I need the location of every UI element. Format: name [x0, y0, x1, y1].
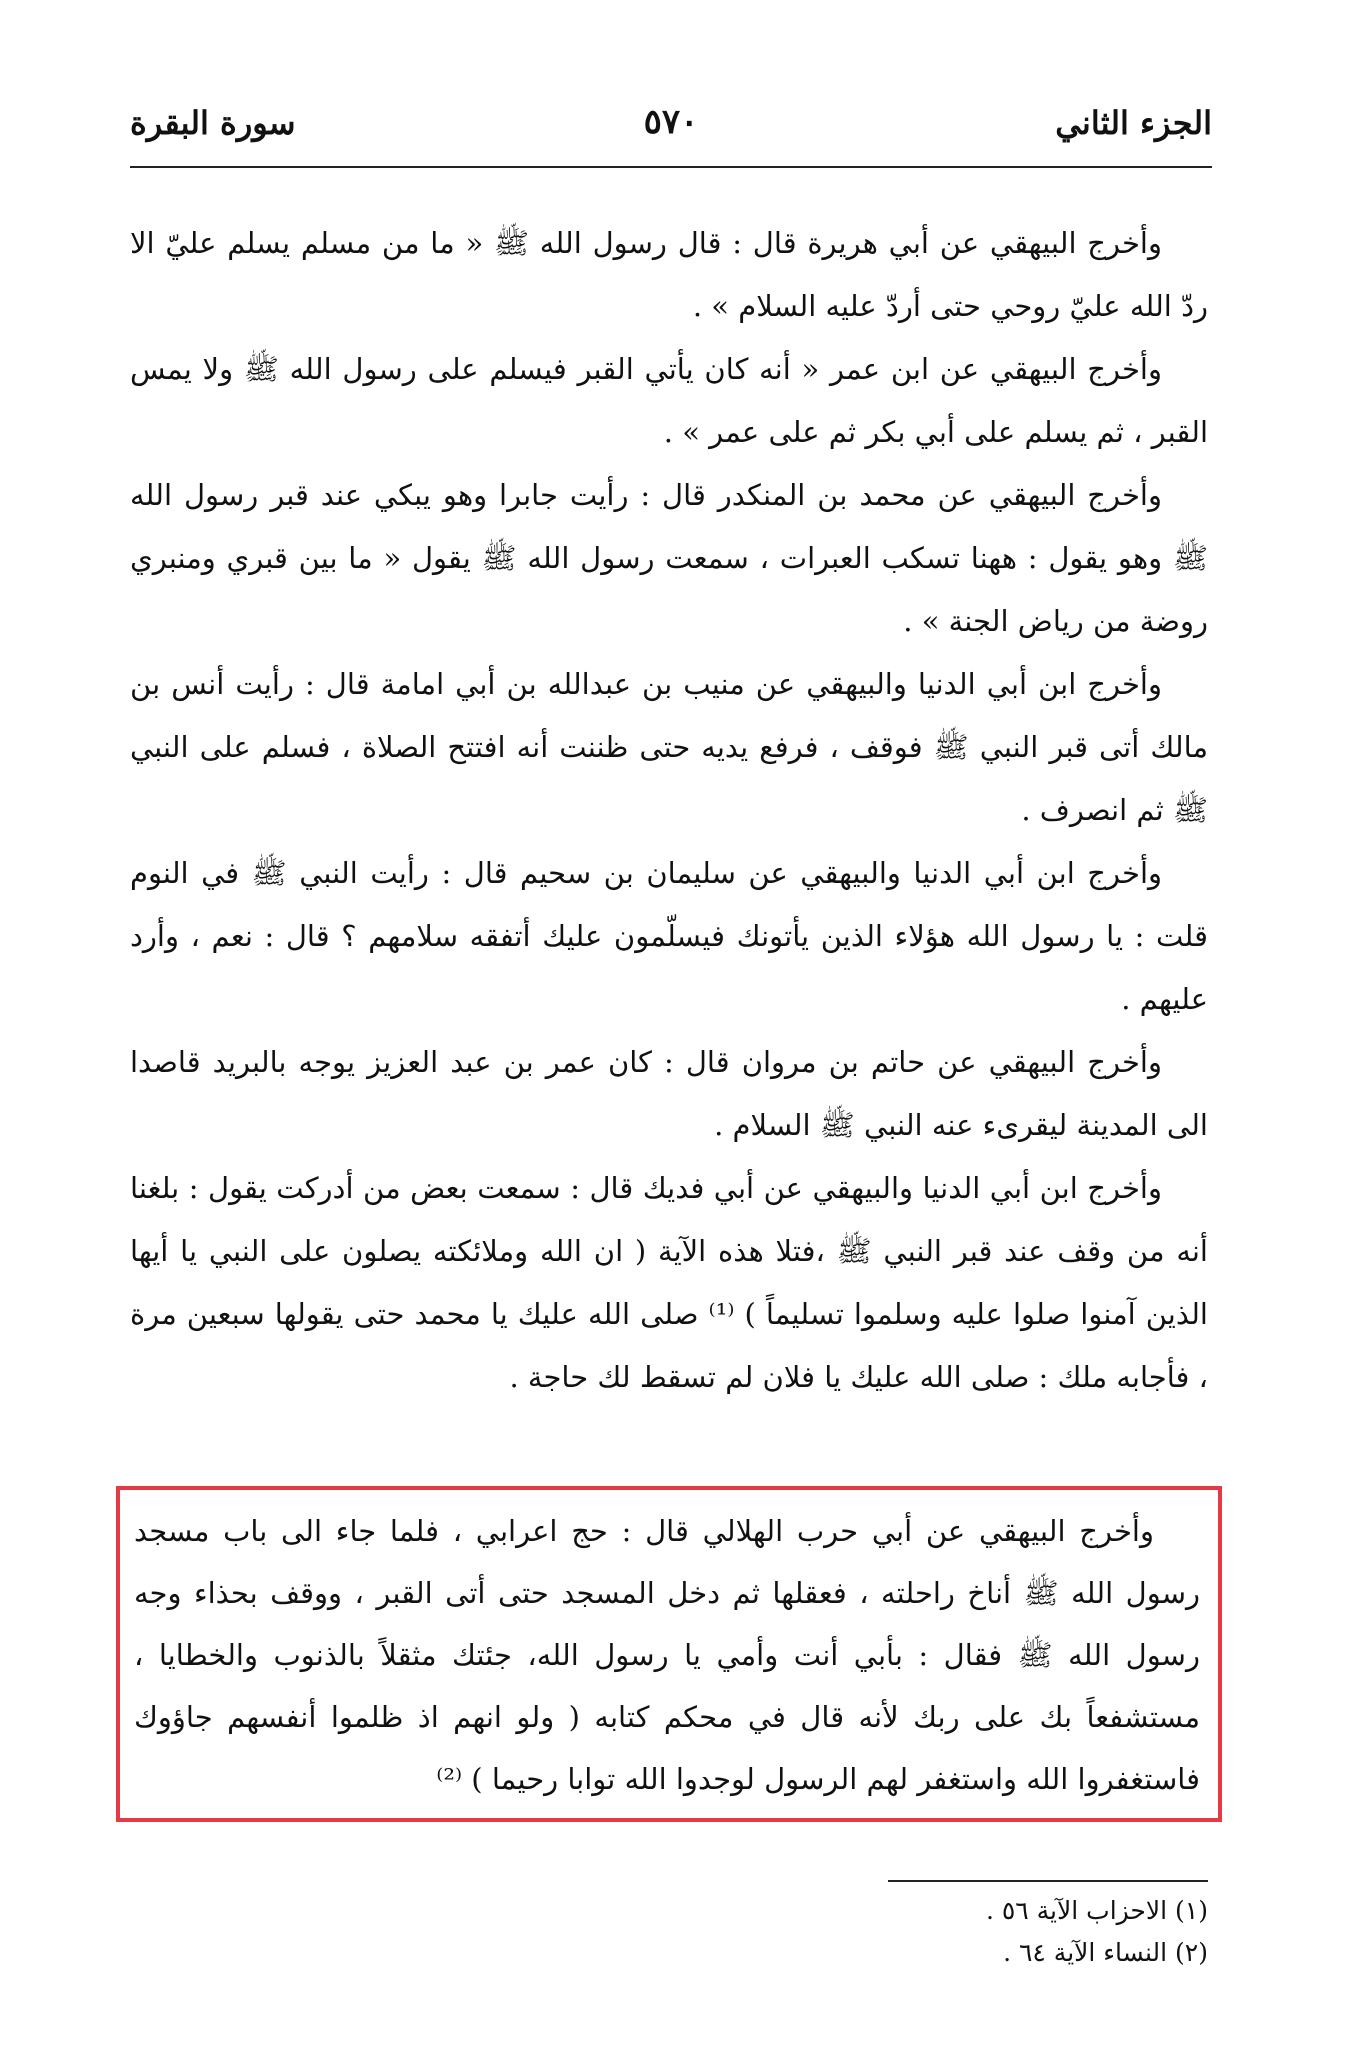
main-text: [130, 212, 1208, 1409]
part-title: الجزء الثاني: [1055, 104, 1212, 142]
highlight-box: [116, 1486, 1222, 1822]
paragraph-5: وأخرج ابن أبي الدنيا والبيهقي عن سليمان بن سحيم قال : رأيت النبي ﷺ في النوم قلت : يا رسول الله هؤلاء الذين يأتونك فيسلّمون عليك أتفقه سلامهم ؟ قال : نعم ، وأرد عليهم .: [130, 856, 1208, 1016]
highlighted-paragraph: وأخرج البيهقي عن أبي حرب الهلالي قال : حج اعرابي ، فلما جاء الى باب مسجد رسول الله ﷺ أناخ راحلته ، فعقلها ثم دخل المسجد حتى أتى القبر ، ووقف بحذاء وجه رسول الله ﷺ فقال : بأبي أنت وأمي يا رسول الله، جئتك مثقلاً بالذنوب والخطايا ، مستشفعاً بك على ربك لأنه قال في محكم كتابه ( ولو انهم اذ ظلموا أنفسهم جاؤوك فاستغفروا الله واستغفر لهم الرسول لوجدوا الله توابا رحيما ) ⁽²⁾: [134, 1514, 1200, 1796]
footnotes: [700, 1890, 1208, 1974]
paragraph-2: وأخرج البيهقي عن ابن عمر « أنه كان يأتي القبر فيسلم على رسول الله ﷺ ولا يمس القبر ، ثم يسلم على أبي بكر ثم على عمر » .: [130, 352, 1208, 449]
paragraph-3: وأخرج البيهقي عن محمد بن المنكدر قال : رأيت جابرا وهو يبكي عند قبر رسول الله ﷺ وهو يقول : ههنا تسكب العبرات ، سمعت رسول الله ﷺ يقول « ما بين قبري ومنبري روضة من رياض الجنة » .: [130, 478, 1208, 638]
header-rule: [130, 166, 1212, 168]
footnote-2: (٢) النساء الآية ٦٤ .: [1003, 1938, 1208, 1967]
paragraph-1: وأخرج البيهقي عن أبي هريرة قال : قال رسول الله ﷺ « ما من مسلم يسلم عليّ الا ردّ الله عليّ روحي حتى أردّ عليه السلام » .: [130, 226, 1208, 323]
footnote-rule: [888, 1880, 1208, 1882]
page-header: [130, 92, 1212, 152]
page-number: ٥٧٠: [643, 102, 699, 142]
surah-title: سورة البقرة: [130, 104, 296, 142]
paragraph-6: وأخرج البيهقي عن حاتم بن مروان قال : كان عمر بن عبد العزيز يوجه بالبريد قاصدا الى المدينة ليقرىء عنه النبي ﷺ السلام .: [130, 1045, 1208, 1142]
paragraph-7: وأخرج ابن أبي الدنيا والبيهقي عن أبي فديك قال : سمعت بعض من أدركت يقول : بلغنا أنه من وقف عند قبر النبي ﷺ ،فتلا هذه الآية ( ان الله وملائكته يصلون على النبي يا أيها الذين آمنوا صلوا عليه وسلموا تسليماً ) ⁽¹⁾ صلى الله عليك يا محمد حتى يقولها سبعين مرة ، فأجابه ملك : صلى الله عليك يا فلان لم تسقط لك حاجة .: [130, 1171, 1208, 1394]
footnote-1: (١) الاحزاب الآية ٥٦ .: [985, 1896, 1208, 1925]
paragraph-4: وأخرج ابن أبي الدنيا والبيهقي عن منيب بن عبدالله بن أبي امامة قال : رأيت أنس بن مالك أتى قبر النبي ﷺ فوقف ، فرفع يديه حتى ظننت أنه افتتح الصلاة ، فسلم على النبي ﷺ ثم انصرف .: [130, 667, 1208, 827]
